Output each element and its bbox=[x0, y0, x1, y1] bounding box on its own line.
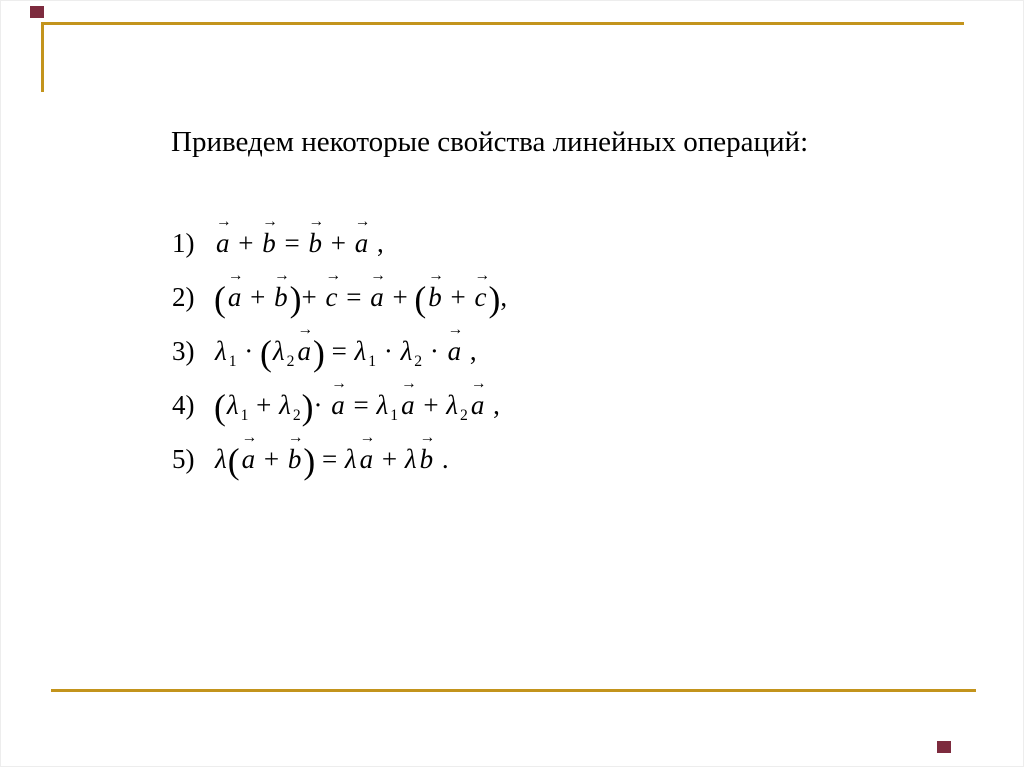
vector-arrow-symbol: → c bbox=[323, 277, 339, 318]
vector-arrow-symbol: → a bbox=[295, 331, 313, 372]
formula-number: 3) bbox=[172, 336, 195, 366]
accent-line-top bbox=[41, 22, 964, 25]
formula-body: λ $_1$ · (λ $_2$ → a) = λ $_1$ · λ $_2$ · → a , bbox=[214, 331, 477, 382]
vector-arrow-symbol: → a bbox=[240, 439, 258, 480]
vector-arrow-symbol: → c bbox=[473, 277, 489, 318]
accent-line-bottom bbox=[51, 689, 976, 692]
formula-body: (λ $_1$ + λ $_2$)· → a = λ $_1$ → a + λ $_2$ → a , bbox=[214, 385, 500, 436]
vector-arrow-symbol: → a bbox=[469, 385, 487, 426]
vector-arrow-symbol: → b bbox=[418, 439, 436, 480]
formula-row bbox=[172, 385, 507, 426]
formula-row bbox=[172, 439, 507, 480]
vector-arrow-symbol: → a bbox=[368, 277, 386, 318]
vector-arrow-symbol: → a bbox=[358, 439, 376, 480]
vector-arrow-symbol: → a bbox=[446, 331, 464, 372]
vector-arrow-symbol: → a bbox=[353, 223, 371, 264]
vector-arrow-symbol: → b bbox=[426, 277, 444, 318]
formula-number: 5) bbox=[172, 444, 195, 474]
vector-arrow-symbol: → a bbox=[214, 223, 232, 264]
formula-number: 1) bbox=[172, 228, 195, 258]
formula-list bbox=[172, 223, 507, 493]
vector-arrow-symbol: → a bbox=[329, 385, 347, 426]
formula-body: λ(→ a + → b) = λ → a + λ → b . bbox=[214, 439, 449, 480]
formula-number: 4) bbox=[172, 390, 195, 420]
corner-square-bottom-right-icon bbox=[937, 741, 951, 753]
page-title: Приведем некоторые свойства линейных операций: bbox=[171, 126, 809, 158]
formula-number: 2) bbox=[172, 282, 195, 312]
formula-body: (→ a + → b)+ → c = → a + (→ b + → c), bbox=[214, 277, 507, 318]
formula-body: → a + → b = → b + → a , bbox=[214, 223, 384, 264]
vector-arrow-symbol: → b bbox=[260, 223, 278, 264]
vector-arrow-symbol: → b bbox=[286, 439, 304, 480]
corner-square-top-left-icon bbox=[30, 6, 44, 18]
formula-row bbox=[172, 331, 507, 372]
formula-row bbox=[172, 277, 507, 318]
accent-line-left bbox=[41, 22, 44, 92]
vector-arrow-symbol: → a bbox=[399, 385, 417, 426]
vector-arrow-symbol: → b bbox=[306, 223, 324, 264]
formula-row bbox=[172, 223, 507, 264]
vector-arrow-symbol: → b bbox=[272, 277, 290, 318]
vector-arrow-symbol: → a bbox=[226, 277, 244, 318]
